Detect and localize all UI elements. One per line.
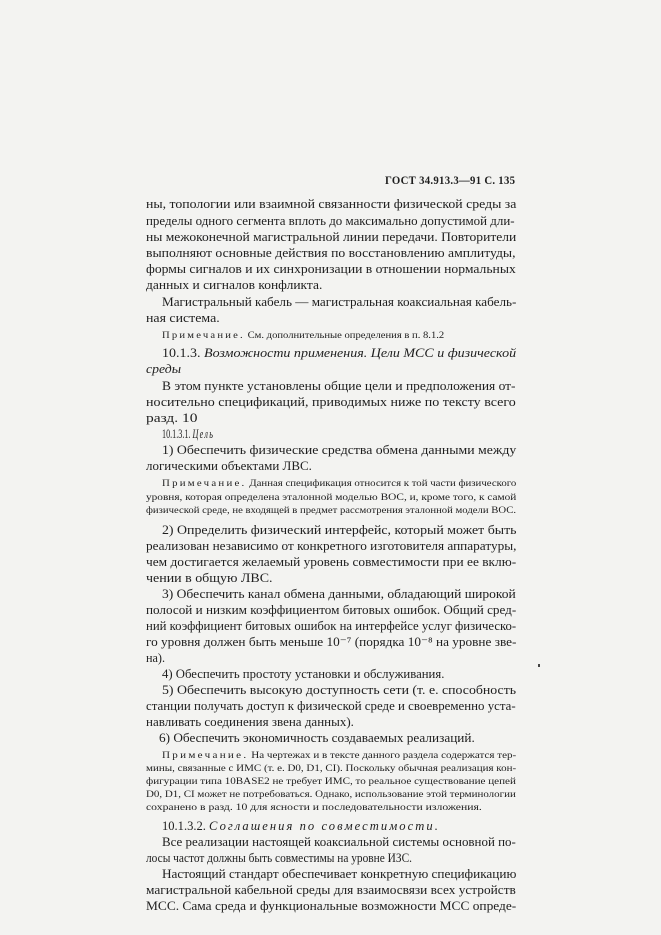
text-line: реализован независимо от конкретного изготовителя аппаратуры, [146,539,517,553]
text-line: пределы одного сегмента вплоть до максимально допустимой дли- [146,214,515,228]
text-line: Все реализации настоящей коаксиальной системы основной по- [162,835,516,849]
note-line: физической среде, не входящей в предмет рассмотрения эталонной модели ВОС. [146,505,517,516]
note-line: сохранено в разд. 10 для ясности и последовательности изложения. [146,802,482,813]
note-text: Данная спецификация относится к той части физического [249,478,517,489]
note-line: уровня, которая определена эталонной моделью ВОС, и, кроме того, к самой [146,492,517,503]
text-line: разд. 10 [146,411,198,425]
text-line: лосы частот должны быть совместимы на уровне ИЗС. [146,851,413,865]
text-line: чении в общую ЛВС. [146,571,273,585]
note-label: Примечание. [162,330,245,341]
text-line: на). [146,651,166,665]
note-line: мины, связанные с ИМС (т. е. D0, D1, CI). Поскольку обычная реализация кон- [146,763,517,774]
text-line: 5) Обеспечить высокую доступность сети (т. е. способность [162,683,517,697]
text-line: В этом пункте установлены общие цели и предположения от- [162,379,516,393]
text-line: чем достигается желаемый уровень совместимости при ее вклю- [146,555,517,569]
note-2 [162,479,516,489]
note-text: На чертежах и в тексте данного раздела содержатся тер- [251,750,517,761]
text-line: 6) Обеспечить экономичность создаваемых реализаций. [159,731,475,745]
text-line: носительно спецификаций, приводимых ниже по тексту всего [146,395,516,409]
subsection-title: Цель [192,427,215,441]
subsection-heading [162,820,440,832]
text-line: 2) Определить физический интерфейс, который может быть [162,523,517,537]
note-label: Примечание. [162,750,249,761]
text-line: полосой и низким коэффициентом битовых ошибок. Общий сред- [146,603,517,617]
text-line: 4) Обеспечить простоту установки и обслуживания. [162,667,445,681]
text-line: МСС. Сама среда и функциональные возможности МСС опреде- [146,899,517,913]
text-line: магистральной кабельной среды для взаимосвязи всех устройств [146,883,516,897]
page-header: ГОСТ 34.913.3—91 С. 135 [385,175,516,187]
note-label: Примечание. [162,478,247,489]
note-text: См. дополнительные определения в п. 8.1.2 [247,330,445,341]
note-1 [162,331,444,341]
subsection-heading [162,428,214,440]
text-line: ны, топологии или взаимной связанности физической среды за [146,197,517,211]
text-line: Настоящий стандарт обеспечивает конкретную спецификацию [162,867,517,881]
text-line: навливать соединения звена данных). [146,715,354,729]
note-line: фигурации типа 10BASE2 не требует ИМС, то реальное существование цепей [146,776,516,787]
section-number: 10.1.3. [162,346,201,360]
text-line: ны межоконечной магистральной линии передачи. Повторители [146,230,517,244]
text-line: выполняют основные действия по восстановлению амплитуды, [146,246,516,260]
section-title: Возможности применения. Цели МСС и физической [204,346,517,360]
subsection-number: 10.1.3.2. [162,819,206,833]
text-line: ная система. [146,311,220,325]
text-line: станции получать доступ к физической среде и своевременно уста- [146,699,516,713]
section-heading [162,347,516,359]
text-line: данных и сигналов конфликта. [146,278,323,292]
text-line: логическими объектами ЛВС. [146,459,312,473]
text-line: Магистральный кабель — магистральная коаксиальная кабель- [162,295,517,309]
text-line: ний коэффициент битовых ошибок на интерфейсе услуг физическо- [146,619,517,633]
note-3 [162,751,516,761]
section-title-continued: среды [146,362,182,376]
subsection-number: 10.1.3.1. [162,427,191,441]
text-line: 3) Обеспечить канал обмена данными, обладающий широкой [162,587,516,601]
text-line: 1) Обеспечить физические средства обмена данными между [162,443,517,457]
subsection-title: Соглашения по совместимости. [209,819,440,833]
text-line: формы сигналов и их синхронизации в отношении нормальных [146,262,516,276]
note-line: D0, D1, CI может не потребоваться. Однако, использование этой терминологии [146,789,516,800]
text-line: го уровня должен быть меньше 10⁻⁷ (порядка 10⁻⁸ на уровне зве- [146,635,517,649]
scan-speck [538,664,540,667]
